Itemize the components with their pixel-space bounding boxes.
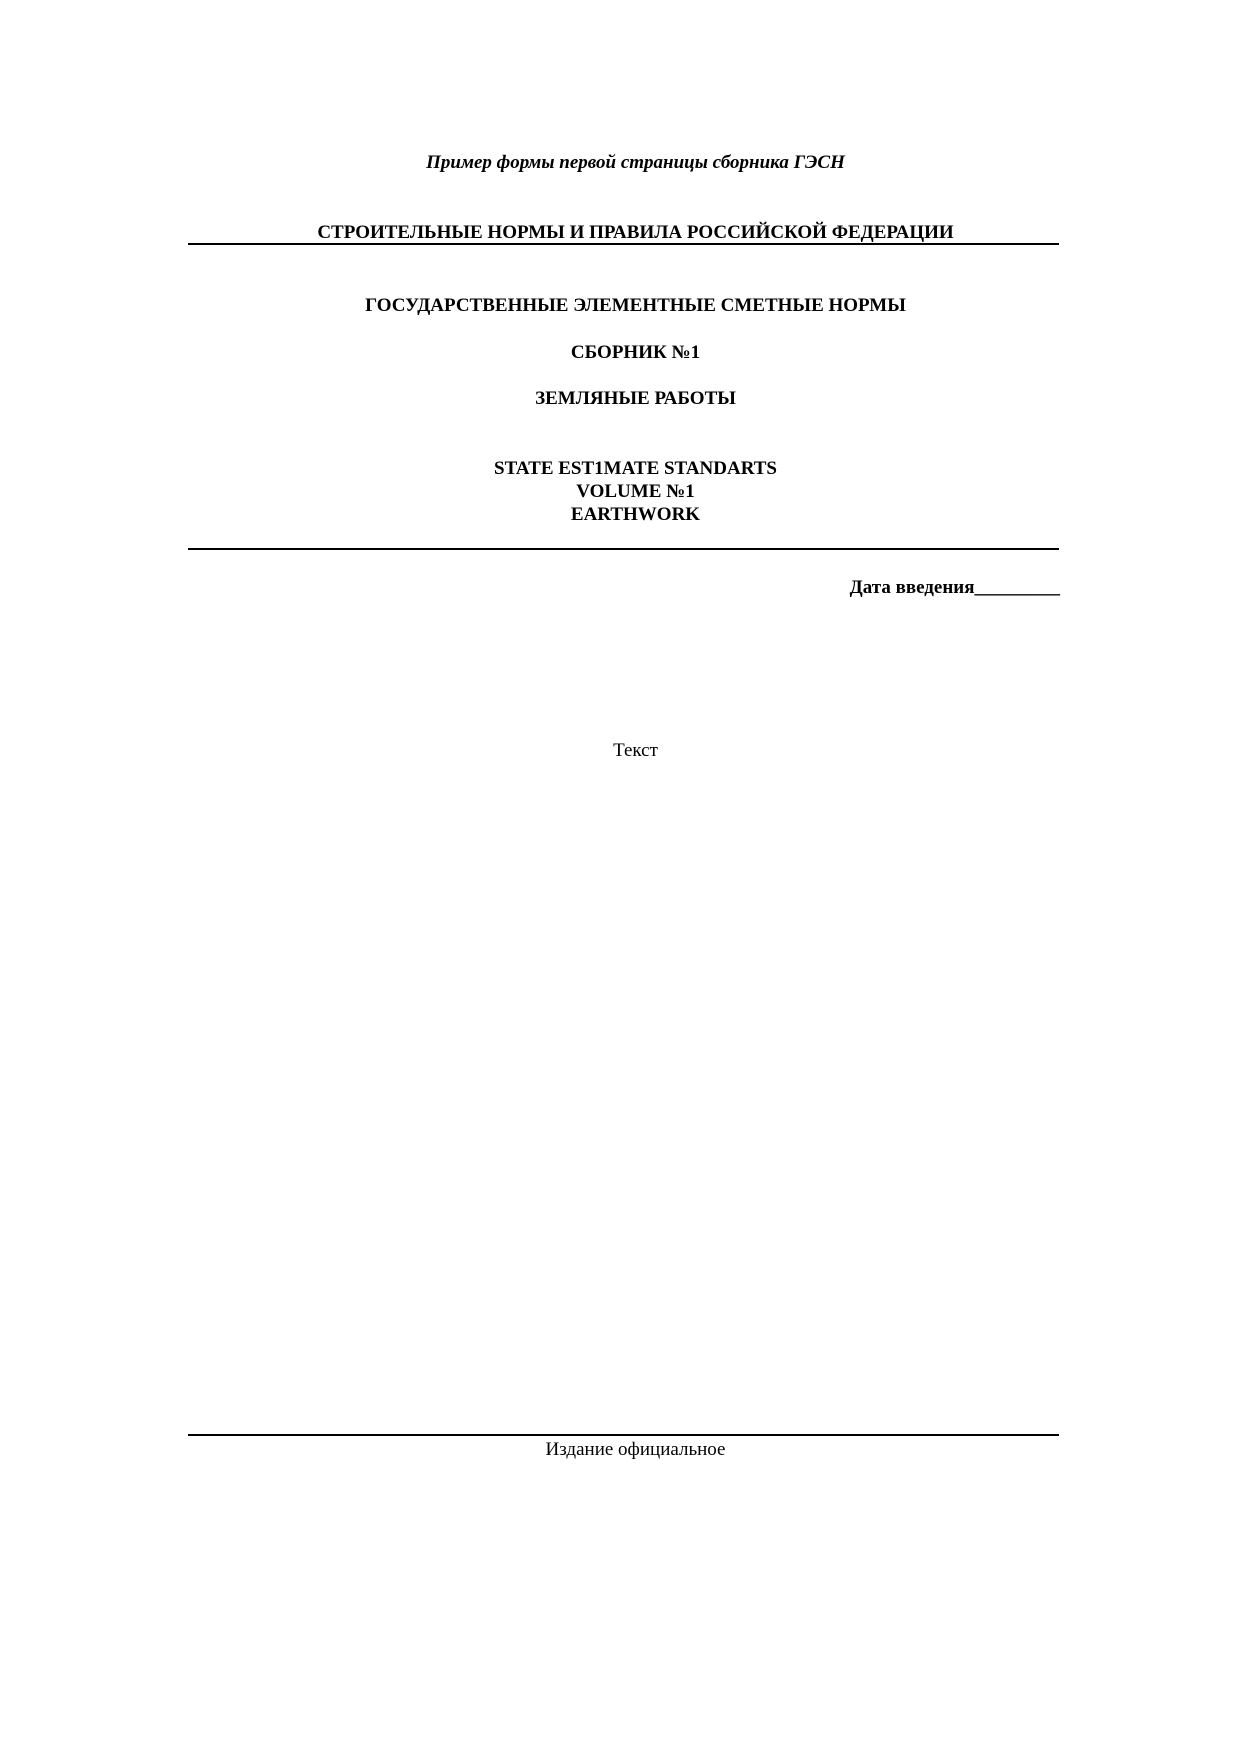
ru-title: ГОСУДАРСТВЕННЫЕ ЭЛЕМЕНТНЫЕ СМЕТНЫЕ НОРМЫ xyxy=(365,295,906,316)
footer-text: Издание официальное xyxy=(545,1439,726,1460)
en-subject: EARTHWORK xyxy=(570,504,701,525)
title-block-rule xyxy=(188,548,1059,550)
en-title: STATE EST1MATE STANDARTS xyxy=(494,458,777,479)
body-text: Текст xyxy=(613,740,658,761)
page-caption: Пример формы первой страницы сборника ГЭСН xyxy=(426,152,845,173)
ru-subject: ЗЕМЛЯНЫЕ РАБОТЫ xyxy=(535,388,736,409)
header-rule xyxy=(188,243,1059,245)
ru-volume: СБОРНИК №1 xyxy=(570,342,701,363)
footer-rule xyxy=(188,1434,1059,1436)
header-title: СТРОИТЕЛЬНЫЕ НОРМЫ И ПРАВИЛА РОССИЙСКОЙ ФЕДЕРАЦИИ xyxy=(317,222,954,243)
en-volume: VOLUME №1 xyxy=(576,481,695,502)
intro-date-field: Дата введения_________ xyxy=(849,577,1060,598)
